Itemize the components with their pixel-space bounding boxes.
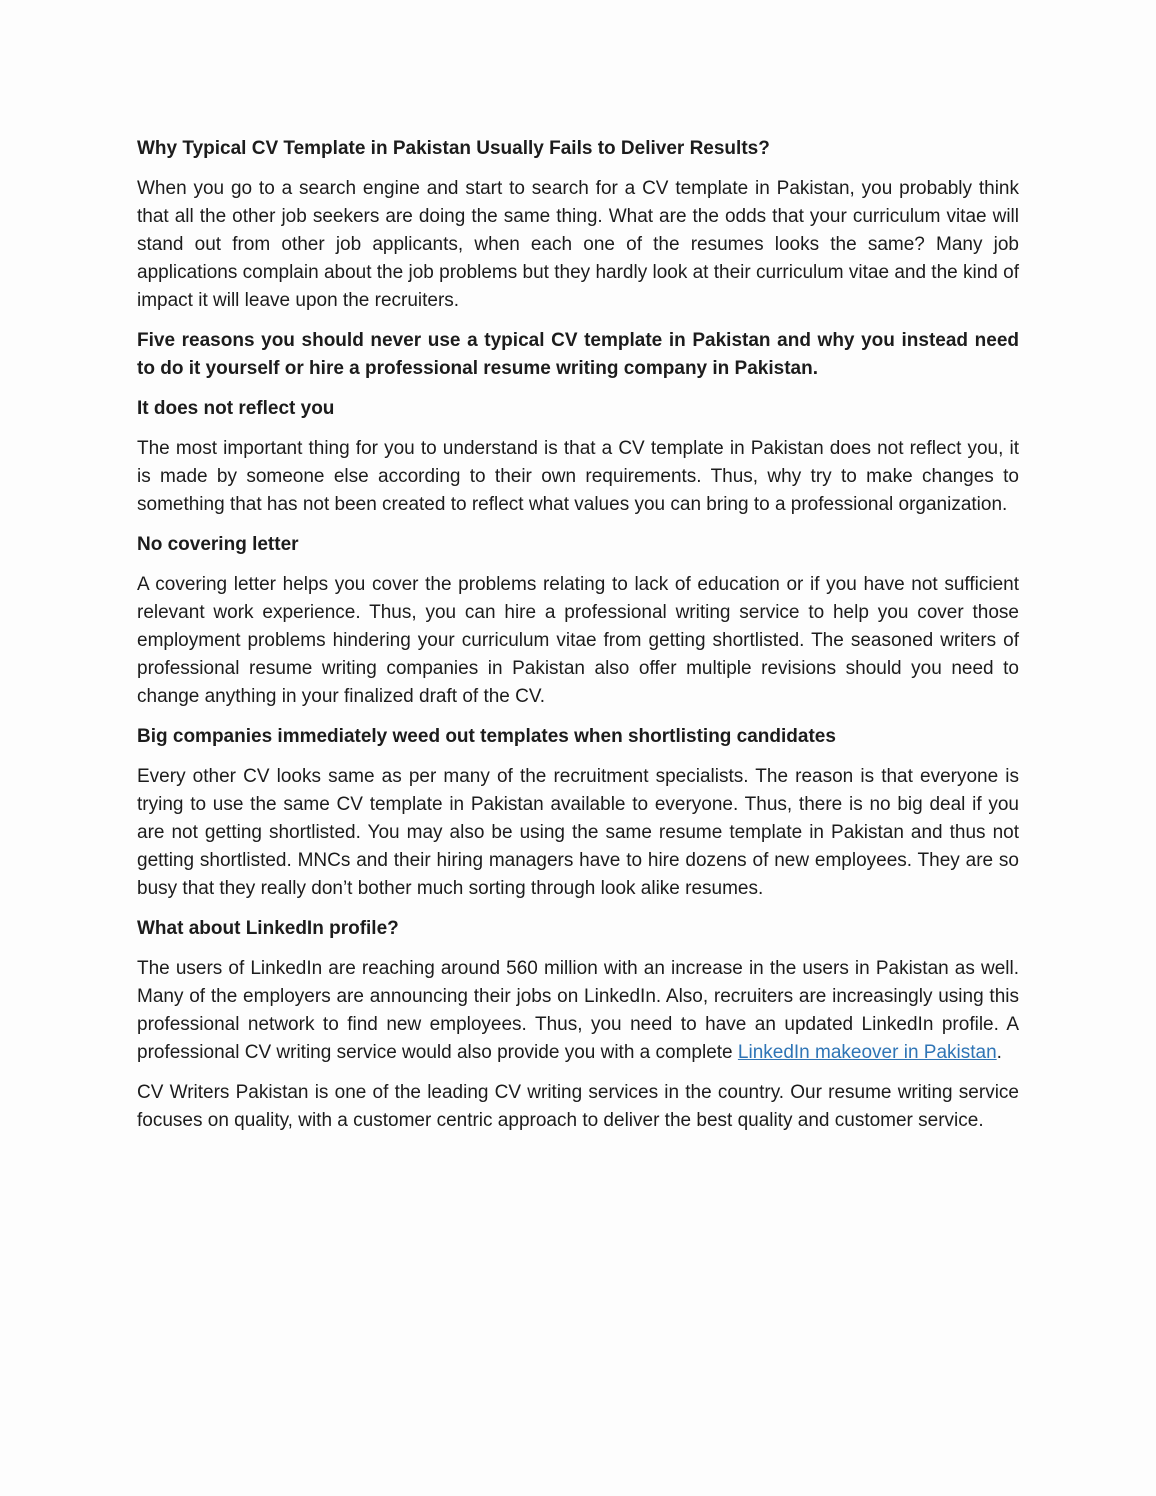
closing-paragraph: CV Writers Pakistan is one of the leading CV writing services in the country. Our resume writing service focuses on quality, with a customer centric approach to deliver the best quality and customer service. — [137, 1082, 1019, 1131]
linkedin-makeover-link[interactable]: LinkedIn makeover in Pakistan — [737, 1042, 997, 1063]
linkedin-body-text: The users of LinkedIn are reaching around 560 million with an increase in the users in Pakistan as well. Many of the employers are announcing their jobs on LinkedIn. Also, recruiters are increasingly using this professional network to find new employees. Thus, you need to have an updated LinkedIn profile. A professional CV writing service would also provide you with a complete — [137, 958, 1019, 1063]
section-body-big-companies: Every other CV looks same as per many of the recruitment specialists. The reason is that everyone is trying to use the same CV template in Pakistan available to everyone. Thus, there is no big deal if you are not getting shortlisted. You may also be using the same resume template in Pakistan and thus not getting shortlisted. MNCs and their hiring managers have to hire dozens of new employees. They are so busy that they really don’t bother much sorting through look alike resumes. — [137, 766, 1019, 899]
document-title: Why Typical CV Template in Pakistan Usually Fails to Deliver Results? — [137, 138, 770, 159]
section-body-does-not-reflect-you: The most important thing for you to understand is that a CV template in Pakistan does not reflect you, it is made by someone else according to their own requirements. Thus, why try to make changes to something that has not been created to reflect what values you can bring to a professional organization. — [137, 438, 1019, 515]
five-reasons-heading: Five reasons you should never use a typical CV template in Pakistan and why you instead need to do it yourself or hire a professional resume writing company in Pakistan. — [137, 330, 1019, 379]
section-heading-linkedin-profile: What about LinkedIn profile? — [137, 918, 399, 939]
section-body-no-covering-letter: A covering letter helps you cover the problems relating to lack of education or if you have not sufficient relevant work experience. Thus, you can hire a professional writing service to help you cover those employment problems hindering your curriculum vitae from getting shortlisted. The seasoned writers of professional resume writing companies in Pakistan also offer multiple revisions should you need to change anything in your finalized draft of the CV. — [137, 574, 1019, 707]
section-heading-big-companies: Big companies immediately weed out templates when shortlisting candidates — [137, 726, 836, 747]
section-body-linkedin-profile — [137, 955, 1019, 1067]
section-heading-does-not-reflect-you: It does not reflect you — [137, 398, 335, 419]
linkedin-body-period: . — [996, 1042, 1002, 1063]
intro-paragraph: When you go to a search engine and start to search for a CV template in Pakistan, you probably think that all the other job seekers are doing the same thing. What are the odds that your curriculum vitae will stand out from other job applicants, when each one of the resumes looks the same? Many job applications complain about the job problems but they hardly look at their curriculum vitae and the kind of impact it will leave upon the recruiters. — [137, 178, 1019, 311]
section-heading-no-covering-letter: No covering letter — [137, 534, 299, 555]
